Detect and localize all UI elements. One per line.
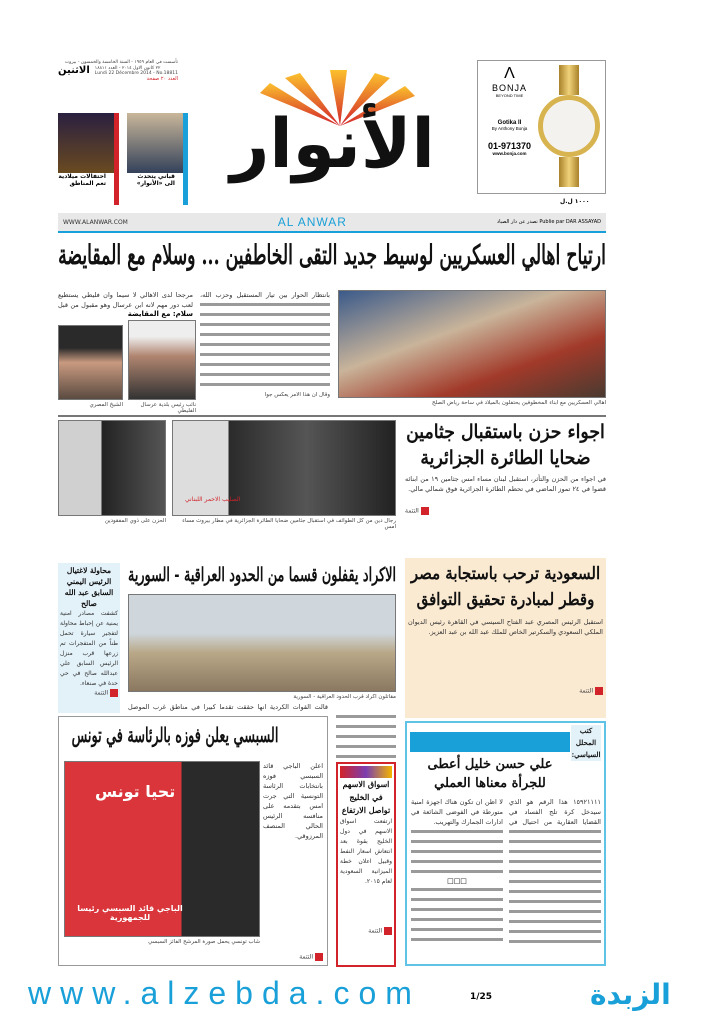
banner-bar [58, 213, 606, 233]
teaser-title: قباني يتحدث الى «الأنوار» [127, 173, 188, 205]
website-link[interactable]: WWW.ALANWAR.COM [63, 218, 128, 226]
page-number: 1/25 [470, 992, 493, 1002]
algeria-headline[interactable]: اجواء حزن باستقبال جثامين ضحايا الطائرة الجزائرية [406, 421, 605, 469]
markets-headline[interactable]: اسواق الاسهم في الخليج تواصل الارتفاع [341, 779, 391, 815]
kurds-continued [336, 712, 396, 758]
poster-name: الباجي قائد السبسي رئيسا للجمهورية [77, 904, 183, 922]
more-link[interactable]: التتمة [405, 507, 429, 515]
bonja-logo-icon: Ʌ [504, 65, 515, 82]
tunisia-text: اعلن الباجي قائد السبسي فوزه بانتخابات الرئاسة التونسية التي جرت امس بتقدمه على منافسه الرئيس الحالي المنصف المرزوقي. [263, 762, 323, 840]
tunisia-box [58, 716, 328, 966]
teasers [58, 113, 188, 208]
main-text-col2 [58, 290, 193, 318]
column-box [405, 721, 606, 966]
quote: وقال ان هذا الامر يعكس جوا [264, 392, 330, 398]
teaser-title: احتفالات ميلادية تعم المناطق [58, 173, 119, 205]
founded: تأسست في العام ١٩٥٩ - السنة الخامسة والخمسون - بيروت [64, 60, 178, 65]
separator: □□□ [447, 877, 467, 885]
kurds-text: قالت القوات الكردية انها حققت تقدما كبيرا في مناطق غرب الموصل [128, 703, 328, 711]
caption: مقاتلون اكراد قرب الحدود العراقية - السورية [293, 694, 396, 700]
poster-title: تحيا تونس [95, 782, 176, 801]
caption: الشيخ المصري [89, 402, 123, 408]
teaser-photo [127, 113, 188, 173]
mourners-photo [58, 420, 166, 516]
ad-web: www.bonja.com [492, 151, 527, 156]
teaser-photo [58, 113, 119, 173]
day: الاثنين [58, 65, 90, 76]
latin-name: AL ANWAR [277, 215, 347, 229]
yemen-box [58, 563, 120, 713]
ad-phone: 01-971370 [487, 141, 532, 151]
caption: شاب تونسي يحمل صورة المرشح الفائز السبسي [148, 939, 260, 945]
photo-fliti [128, 320, 196, 400]
body-text: بانتظار الحوار بين تيار المستقبل وحزب الله، [200, 291, 330, 299]
caption: رجال دين من كل الطوائف في استقبال جثامين ضحايا الطائرة الجزائرية في مطار بيروت مساء امس [182, 518, 396, 530]
main-text-col1 [200, 290, 330, 402]
watch-image [537, 65, 601, 189]
photo-sheikh [58, 325, 123, 400]
body-text: مرجحا لدى الاهالي لا سيما وان فليطي يستطيع لعب دور مهم لانه ابن عرسال وهو مقبول من قبل [58, 291, 193, 309]
ad-brand: BONJA [491, 83, 527, 93]
markets-text: ارتفعت اسواق الاسهم في دول الخليج بقوة بعد انتعاش اسعار النفط وقبيل اعلان خطة الميزانية السعودية لعام ٢٠١٥. [340, 818, 392, 885]
more-link[interactable]: التتمة [60, 689, 118, 697]
more-link[interactable]: التتمة [408, 687, 603, 695]
ad-tagline: BEYOND TIME [495, 93, 524, 98]
more-link[interactable]: التتمة [299, 953, 323, 961]
caption: الحزن على ذوي المفقودين [104, 518, 166, 524]
currency-banner [340, 766, 392, 778]
price: ١٠٠٠ ل.ل [560, 198, 590, 205]
ad-by: By Anthony Bonja [491, 126, 528, 131]
main-photo [338, 290, 606, 398]
markets-box [336, 762, 396, 967]
saudi-text: استقبل الرئيس المصري عبد الفتاح السيسي في القاهرة رئيس الديوان الملكي السعودي والسكرتير الخاص للملك عبد الله بن عبد العزيز. [408, 618, 603, 636]
saudi-box [405, 558, 606, 718]
kurds-headline[interactable]: الاكراد يقفلون قسما من الحدود العراقية - السورية [127, 564, 396, 586]
issue-info [58, 60, 178, 82]
column-headline[interactable]: علي حسن خليل أعطى للجرأة معناها العملي [427, 757, 553, 791]
algeria-text: في اجواء من الحزن والتأثر، استقبل لبنان مساء امس جثامين ١٩ من ابنائه قضوا في ٢٤ تموز الماضي في تحطم الطائرة الجزائرية فوق شمالي مالي. [405, 475, 606, 493]
column-text: لا اظن ان تكون هناك اجهزة امنية متورطة في الفوضى الشائعة في ادارات الجمارك والتهريب. [411, 798, 503, 826]
subhead: سلام: مع المقايضة [127, 310, 193, 318]
teaser[interactable] [127, 113, 188, 208]
date-fr: Lundi 22 Décembre 2014 - No.18811 [94, 70, 178, 76]
divider [58, 415, 606, 417]
date-ar: ٢٢ كانون الاول ٢٠١٤ - العدد ١٨٨١١ [94, 65, 161, 71]
tunisia-headline[interactable]: السبسي يعلن فوزه بالرئاسة في تونس [71, 723, 279, 747]
zebda-logo: الزبدة [590, 978, 671, 1011]
teaser[interactable] [58, 113, 119, 208]
logo-text: الأنوار [230, 105, 435, 184]
watch-ad[interactable] [477, 60, 606, 194]
ad-model: Gotika II [497, 120, 522, 126]
page-count: العدد ٢٠ صفحة [146, 76, 178, 82]
ambulance-label: الصليب الاحمر اللبناني [185, 496, 241, 503]
column-text: ١٥٩٢١١١١ هذا الرقم هو الذي سيدخل كرة تلج الفساد في القضايا العقارية من احتيال في [509, 798, 601, 826]
logo [205, 68, 460, 198]
more-link[interactable]: التتمة [340, 927, 392, 935]
kurds-photo [128, 594, 396, 692]
watermark: www.alzebda.com [28, 975, 421, 1011]
algeria-photo [172, 420, 396, 516]
caption: نائب رئيس بلدية عرسال الفليطي [140, 402, 196, 414]
column-label: كتب المحلل السياسي: [571, 726, 601, 759]
tunisia-photo [64, 761, 260, 937]
saudi-headline[interactable]: السعودية ترحب باستجابة مصر وقطر لمبادرة تحقيق التوافق [410, 564, 601, 610]
yemen-text: كشفت مصادر امنية يمنية عن إحباط محاولة لتفجير سيارة تحمل طناً من المتفجرات تم زرعها قرب منزل الرئيس السابق علي عبدالله صالح في حي حدة في صنعاء. [60, 610, 118, 687]
column-banner [410, 732, 570, 752]
main-headline[interactable]: ارتياح اهالي العسكريين لوسيط جديد التقى الخاطفين ... وسلام مع المقايضة [58, 240, 606, 271]
main-photo-caption: اهالي العسكريين مع ابناء المخطوفين يحتفلون بالميلاد في ساحة رياض الصلح [431, 400, 606, 406]
publisher: تصدر عن دار الصياد Publie par DAR ASSAYAD [496, 219, 601, 225]
yemen-headline[interactable]: محاولة لاغتيال الرئيس اليمني السابق عبد الله صالح [64, 566, 114, 608]
